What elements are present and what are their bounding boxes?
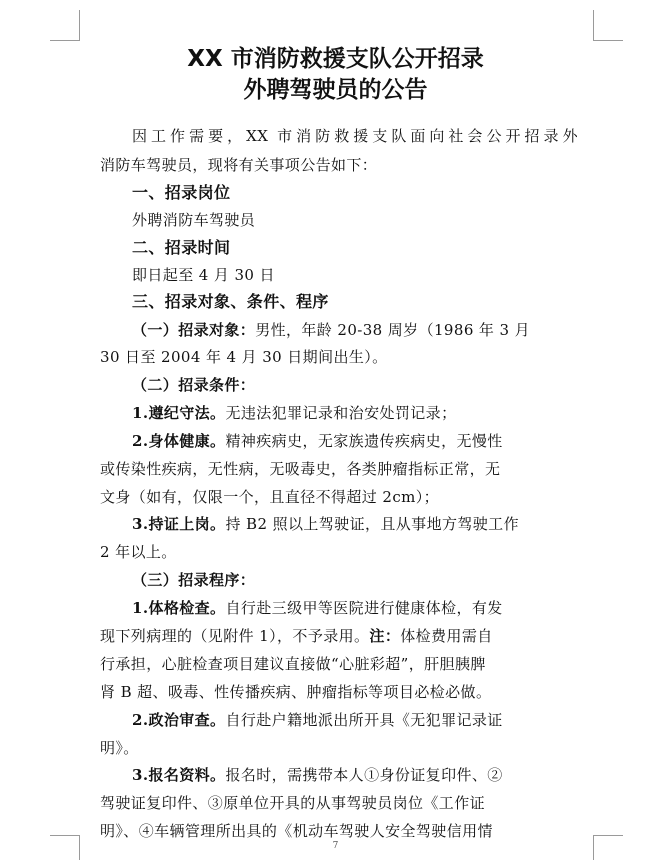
section1-heading: 一、招录岗位 bbox=[132, 183, 231, 202]
crop-mark-top-left bbox=[79, 10, 80, 40]
condition2-title: 2.身体健康。 bbox=[132, 432, 226, 450]
intro-line2: 消防车驾驶员，现将有关事项公告如下： bbox=[100, 156, 378, 174]
condition2-line1 bbox=[132, 432, 503, 450]
document-title-line2: 外聘驾驶员的公告 bbox=[243, 77, 428, 103]
procedure2-text1: 自行赴户籍地派出所开具《无犯罪记录证 bbox=[225, 711, 503, 729]
section1-text: 外聘消防车驾驶员 bbox=[132, 211, 256, 229]
procedure-label: （三）招录程序： bbox=[132, 571, 256, 589]
conditions-label: （二）招录条件： bbox=[132, 376, 256, 394]
condition2-line2: 或传染性疾病，无性病，无吸毒史，各类肿瘤指标正常，无 bbox=[100, 460, 501, 478]
procedure3-line1 bbox=[132, 766, 503, 784]
procedure2-title: 2.政治审查。 bbox=[132, 711, 226, 729]
object-line2: 30 日至 2004 年 4 月 30 日期间出生）。 bbox=[100, 348, 388, 366]
procedure3-text1: 报名时，需携带本人①身份证复印件、② bbox=[225, 766, 503, 784]
condition1-line bbox=[132, 404, 456, 422]
procedure3-line2: 驾驶证复印件、③原单位开具的从事驾驶员岗位《工作证 bbox=[100, 794, 486, 812]
section3-heading: 三、招录对象、条件、程序 bbox=[132, 292, 329, 311]
condition1-title: 1.遵纪守法。 bbox=[132, 404, 226, 422]
intro-line1: 因工作需要，XX 市消防救援支队面向社会公开招录外 bbox=[132, 127, 578, 145]
procedure1-line3: 行承担，心脏检查项目建议直接做“心脏彩超”，肝胆胰脾 bbox=[100, 655, 486, 673]
condition3-text1: 持 B2 照以上驾驶证，且从事地方驾驶工作 bbox=[225, 515, 519, 533]
condition2-line3: 文身（如有，仅限一个，且直径不得超过 2cm）； bbox=[100, 488, 440, 506]
object-line1 bbox=[132, 321, 530, 339]
procedure2-line1 bbox=[132, 711, 503, 729]
procedure3-line3: 明》、④车辆管理所出具的《机动车驾驶人安全驾驶信用情 bbox=[100, 822, 493, 840]
procedure1-text1: 自行赴三级甲等医院进行健康体检，有发 bbox=[225, 599, 503, 617]
condition1-text: 无违法犯罪记录和治安处罚记录； bbox=[225, 404, 457, 422]
procedure1-title: 1.体格检查。 bbox=[132, 599, 226, 617]
condition3-line2: 2 年以上。 bbox=[100, 543, 177, 561]
page-number: 7 bbox=[332, 841, 339, 851]
crop-mark-bottom-left-h bbox=[50, 835, 80, 836]
condition2-text1: 精神疾病史，无家族遗传疾病史，无慢性 bbox=[225, 432, 503, 450]
procedure3-title: 3.报名资料。 bbox=[132, 766, 226, 784]
crop-mark-bottom-right-h bbox=[593, 835, 623, 836]
section2-heading: 二、招录时间 bbox=[132, 238, 231, 257]
procedure2-line2: 明》。 bbox=[100, 739, 139, 757]
procedure1-line4: 肾 B 超、吸毒、性传播疾病、肿瘤指标等项目必检必做。 bbox=[100, 683, 492, 701]
document-title-line1: XX 市消防救援支队公开招录 bbox=[187, 46, 484, 72]
object-text1: 男性，年龄 20-38 周岁（1986 年 3 月 bbox=[255, 321, 531, 339]
procedure1-line1 bbox=[132, 599, 503, 617]
procedure1-line2 bbox=[100, 627, 493, 645]
object-label: （一）招录对象： bbox=[132, 321, 256, 339]
condition3-title: 3.持证上岗。 bbox=[132, 515, 226, 533]
condition3-line1 bbox=[132, 515, 519, 533]
procedure1-note: 注： bbox=[369, 627, 401, 645]
section2-text: 即日起至 4 月 30 日 bbox=[132, 266, 275, 284]
procedure1-text2b: 体检费用需自 bbox=[400, 627, 493, 645]
procedure1-text2a: 现下列病理的（见附件 1），不予录用。 bbox=[100, 627, 370, 645]
crop-mark-top-right bbox=[593, 10, 594, 40]
